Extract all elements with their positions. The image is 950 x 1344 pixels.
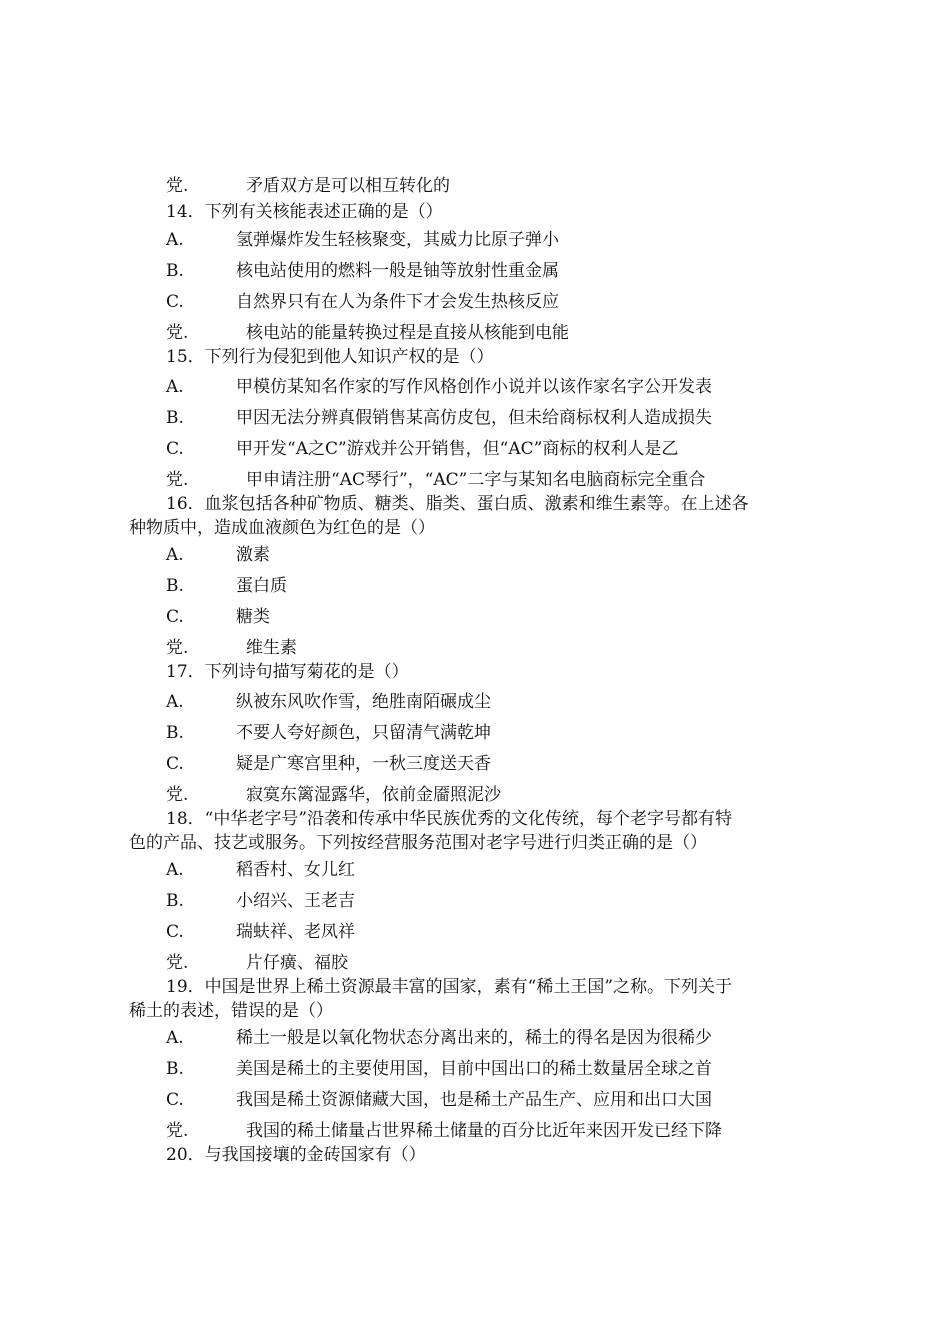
question-stem bbox=[0, 343, 950, 371]
option-row bbox=[0, 435, 950, 463]
option-letter: B. bbox=[166, 1059, 184, 1079]
option-letter: A. bbox=[166, 377, 184, 397]
option-letter: C. bbox=[166, 754, 184, 774]
option-row bbox=[0, 750, 950, 778]
question-text-first-line: 16．血浆包括各种矿物质、糖类、脂类、蛋白质、激素和维生素等。在上述各 bbox=[166, 494, 749, 514]
option-letter: B. bbox=[166, 261, 184, 281]
option-text: 疑是广寒宫里种，一秋三度送天香 bbox=[236, 754, 491, 774]
option-letter: 党. bbox=[166, 953, 189, 973]
option-letter: B. bbox=[166, 723, 184, 743]
question-text-second-line: 稀土的表述，错误的是（） bbox=[129, 1001, 333, 1021]
option-letter: 党. bbox=[166, 323, 189, 343]
option-letter: C. bbox=[166, 607, 184, 627]
option-row bbox=[0, 918, 950, 946]
option-row bbox=[0, 373, 950, 401]
option-row bbox=[0, 887, 950, 915]
option-letter: A. bbox=[166, 230, 184, 250]
option-letter: 党. bbox=[166, 470, 189, 490]
option-text: 核电站的能量转换过程是直接从核能到电能 bbox=[246, 323, 569, 343]
option-text: 甲申请注册“AC琴行”，“AC”二字与某知名电脑商标完全重合 bbox=[246, 470, 706, 490]
option-row bbox=[0, 226, 950, 254]
option-row bbox=[0, 541, 950, 569]
option-text: 维生素 bbox=[246, 638, 297, 658]
option-letter: B. bbox=[166, 891, 184, 911]
option-row bbox=[0, 572, 950, 600]
option-text: 寂寞东篱湿露华，依前金靥照泥沙 bbox=[246, 785, 501, 805]
option-text: 瑞蚨祥、老凤祥 bbox=[236, 922, 355, 942]
option-text: 矛盾双方是可以相互转化的 bbox=[246, 176, 450, 196]
option-letter: B. bbox=[166, 408, 184, 428]
question-stem-continued bbox=[0, 997, 950, 1025]
option-letter: C. bbox=[166, 439, 184, 459]
option-text: 纵被东风吹作雪，绝胜南陌碾成尘 bbox=[236, 692, 491, 712]
option-text: 甲开发“A之C”游戏并公开销售，但“AC”商标的权利人是乙 bbox=[236, 439, 679, 459]
question-stem bbox=[0, 1141, 950, 1169]
option-letter: A. bbox=[166, 1028, 184, 1048]
option-text: 核电站使用的燃料一般是铀等放射性重金属 bbox=[236, 261, 559, 281]
option-letter: A. bbox=[166, 692, 184, 712]
question-stem-continued bbox=[0, 829, 950, 857]
option-row bbox=[0, 719, 950, 747]
option-letter: 党. bbox=[166, 638, 189, 658]
question-stem-continued bbox=[0, 514, 950, 542]
question-text-first-line: 18．“中华老字号”沿袭和传承中华民族优秀的文化传统，每个老字号都有特 bbox=[166, 809, 733, 829]
option-row bbox=[0, 1024, 950, 1052]
option-letter: A. bbox=[166, 860, 184, 880]
option-text: 糖类 bbox=[236, 607, 270, 627]
option-text: 美国是稀土的主要使用国，目前中国出口的稀土数量居全球之首 bbox=[236, 1059, 712, 1079]
option-text: 蛋白质 bbox=[236, 576, 287, 596]
question-text: 14．下列有关核能表述正确的是（） bbox=[166, 202, 443, 222]
option-text: 片仔癀、福胶 bbox=[246, 953, 348, 973]
option-letter: B. bbox=[166, 576, 184, 596]
question-text: 20．与我国接壤的金砖国家有（） bbox=[166, 1145, 426, 1165]
option-text: 甲因无法分辨真假销售某高仿皮包，但未给商标权利人造成损失 bbox=[236, 408, 712, 428]
option-text: 我国是稀土资源储藏大国，也是稀土产品生产、应用和出口大国 bbox=[236, 1090, 712, 1110]
option-text: 自然界只有在人为条件下才会发生热核反应 bbox=[236, 292, 559, 312]
option-letter: C. bbox=[166, 292, 184, 312]
question-text-first-line: 19．中国是世界上稀土资源最丰富的国家，素有“稀土王国”之称。下列关于 bbox=[166, 977, 733, 997]
option-row bbox=[0, 1055, 950, 1083]
option-text: 激素 bbox=[236, 545, 270, 565]
question-stem bbox=[0, 198, 950, 226]
option-letter: A. bbox=[166, 545, 184, 565]
option-letter: C. bbox=[166, 1090, 184, 1110]
option-row bbox=[0, 688, 950, 716]
option-text: 稻香村、女儿红 bbox=[236, 860, 355, 880]
option-text: 不要人夸好颜色，只留清气满乾坤 bbox=[236, 723, 491, 743]
option-text: 甲模仿某知名作家的写作风格创作小说并以该作家名字公开发表 bbox=[236, 377, 712, 397]
option-row bbox=[0, 1086, 950, 1114]
option-letter: C. bbox=[166, 922, 184, 942]
option-text: 小绍兴、王老吉 bbox=[236, 891, 355, 911]
question-stem bbox=[0, 658, 950, 686]
option-letter: 党. bbox=[166, 785, 189, 805]
option-row bbox=[0, 288, 950, 316]
question-text: 15．下列行为侵犯到他人知识产权的是（） bbox=[166, 347, 494, 367]
option-row bbox=[0, 172, 950, 200]
option-text: 我国的稀土储量占世界稀土储量的百分比近年来因开发已经下降 bbox=[246, 1121, 722, 1141]
question-text-second-line: 种物质中，造成血液颜色为红色的是（） bbox=[129, 518, 435, 538]
option-letter: 党. bbox=[166, 1121, 189, 1141]
question-text: 17．下列诗句描写菊花的是（） bbox=[166, 662, 409, 682]
option-text: 氢弹爆炸发生轻核聚变，其威力比原子弹小 bbox=[236, 230, 559, 250]
question-text-second-line: 色的产品、技艺或服务。下列按经营服务范围对老字号进行归类正确的是（） bbox=[129, 833, 707, 853]
option-text: 稀土一般是以氧化物状态分离出来的，稀土的得名是因为很稀少 bbox=[236, 1028, 712, 1048]
option-letter: 党. bbox=[166, 176, 189, 196]
option-row bbox=[0, 603, 950, 631]
option-row bbox=[0, 856, 950, 884]
option-row bbox=[0, 404, 950, 432]
option-row bbox=[0, 257, 950, 285]
